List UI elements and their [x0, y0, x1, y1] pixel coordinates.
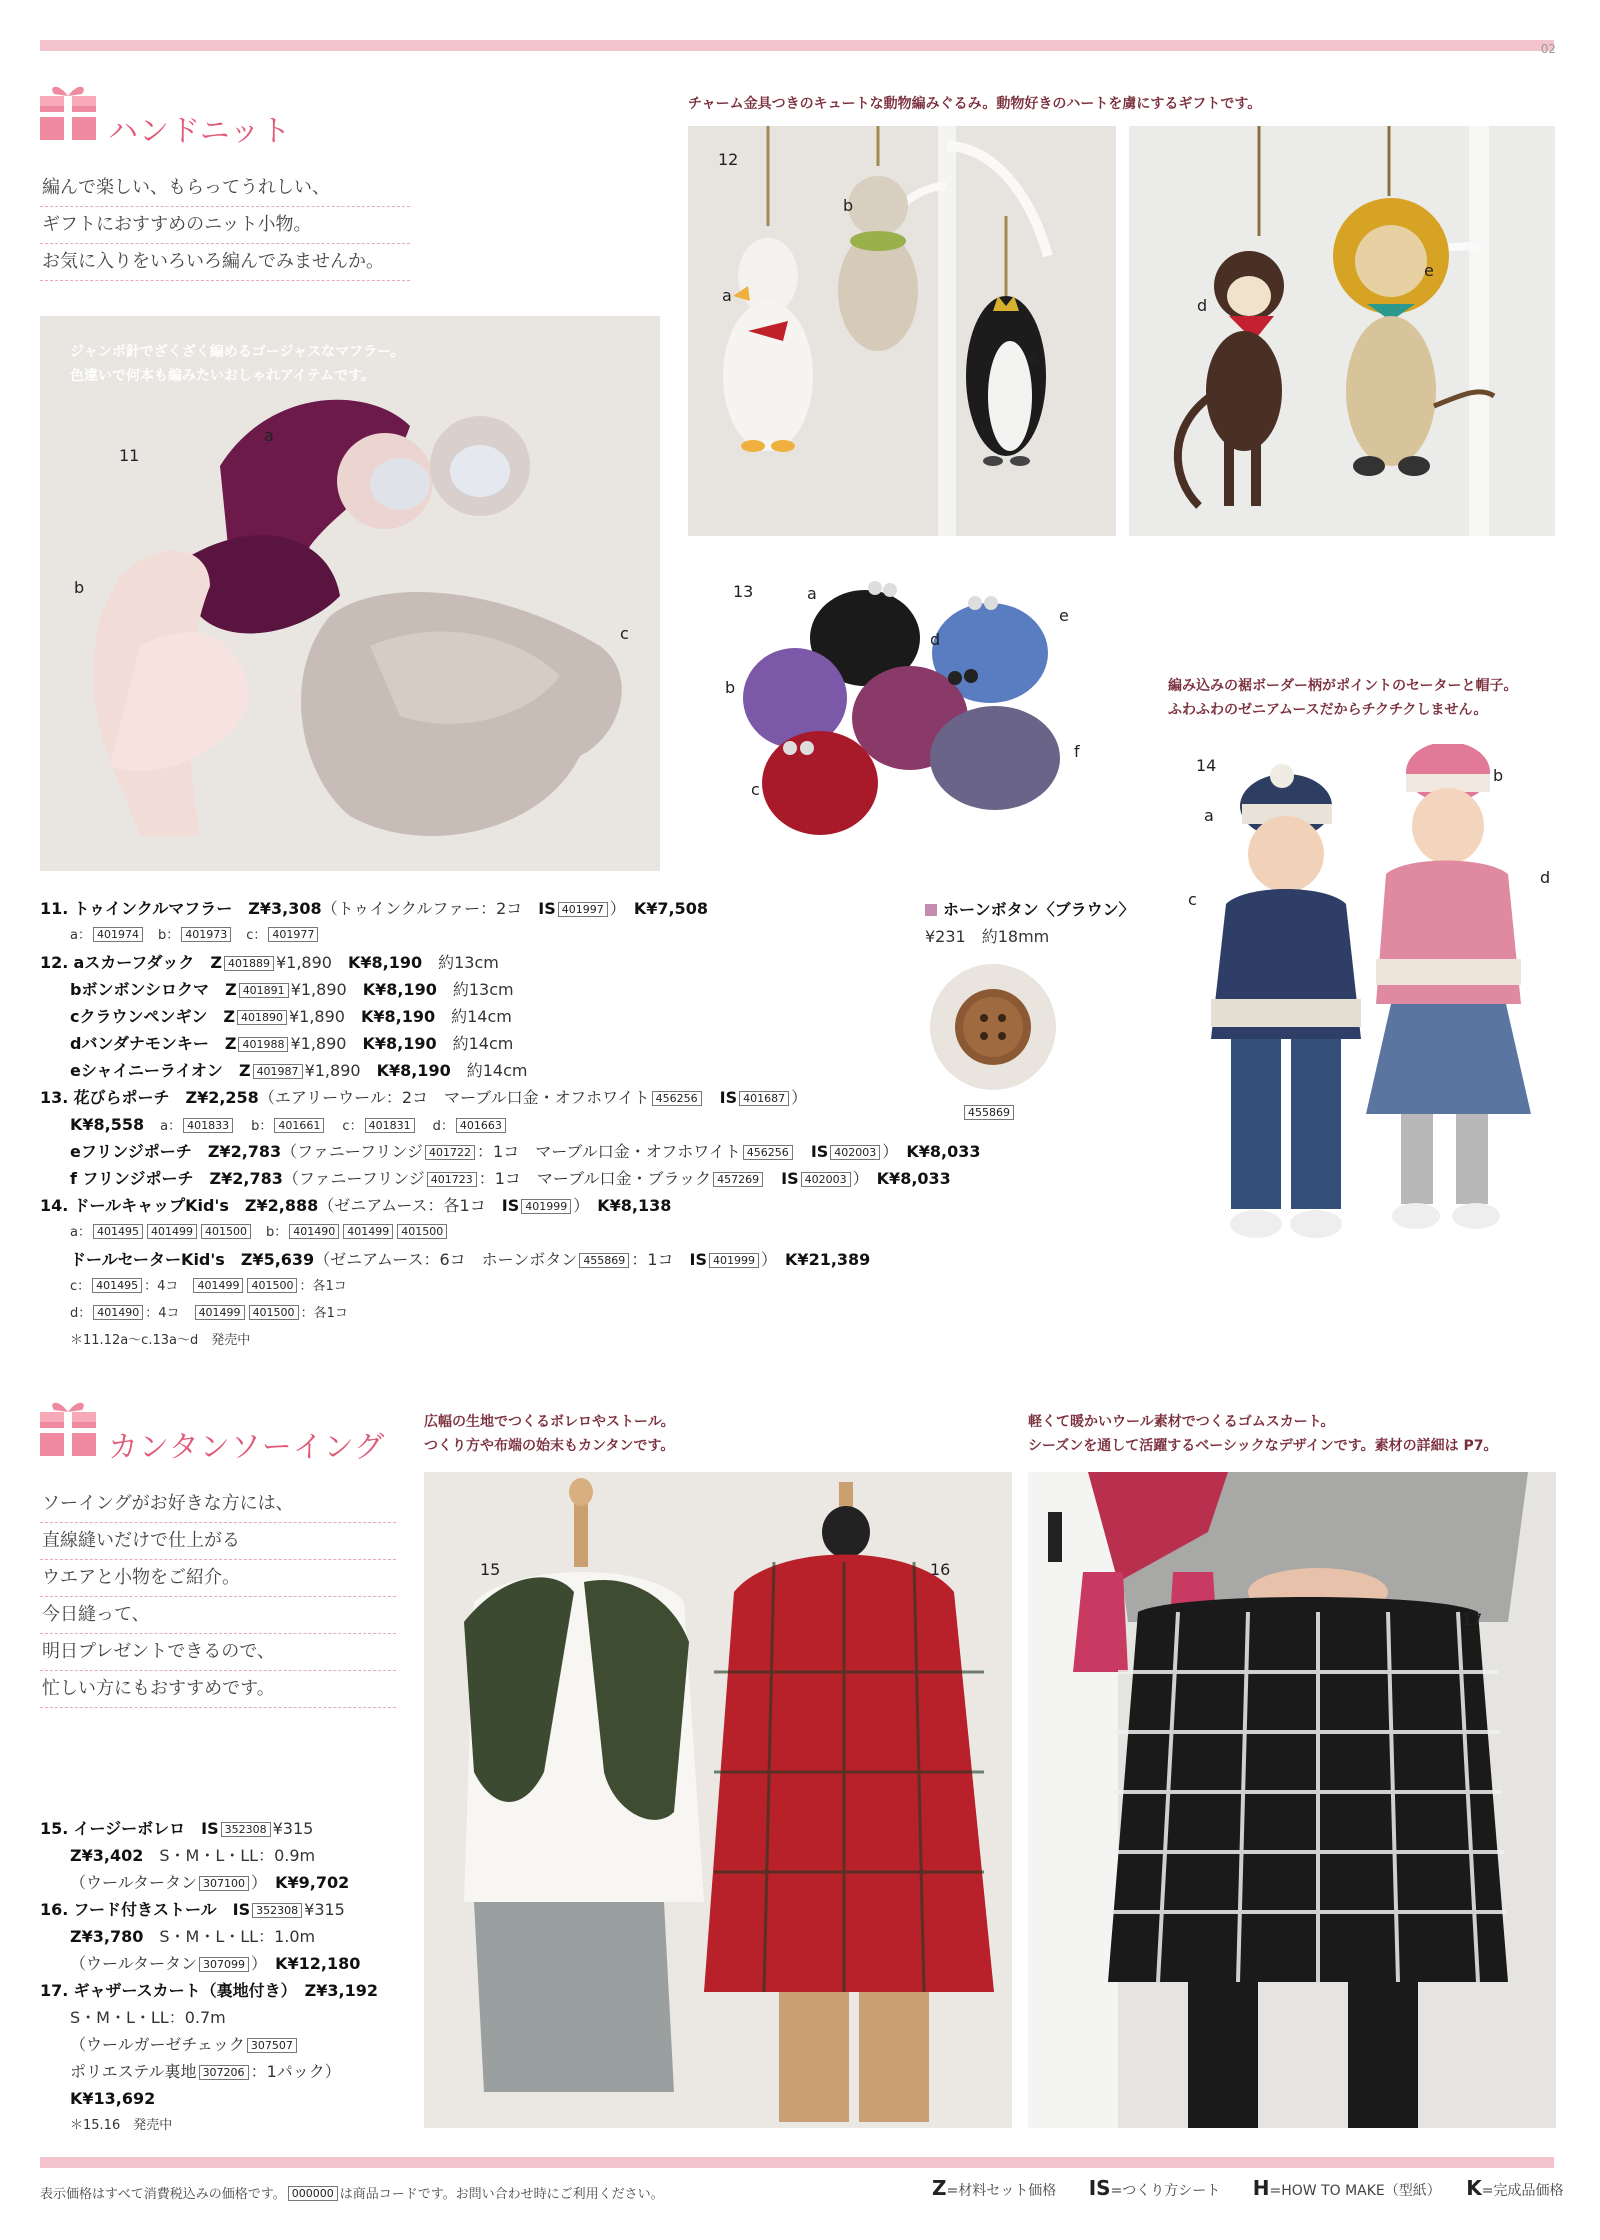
photo-label-b: b [843, 196, 854, 215]
legend-key: H [1252, 2176, 1270, 2200]
intro-line: ソーイングがお好きな方には、 [40, 1486, 396, 1523]
list-item: 16. フード付きストール IS 352308 ¥315 [40, 1900, 345, 1919]
muffler-caption [70, 340, 405, 388]
top-pink-bar [40, 40, 1554, 51]
photo-label-c: c [1030, 348, 1039, 367]
button-price: ¥231 [925, 927, 966, 946]
sewing-gift-icon [40, 1398, 96, 1460]
page-number: 02 [1540, 42, 1556, 56]
product-code: 000000 [288, 2186, 338, 2201]
photo-label-d: d [1197, 296, 1208, 315]
photo-label-a: a [1204, 806, 1214, 825]
intro-line: ウエアと小物をご紹介。 [40, 1560, 396, 1597]
intro-line: 明日プレゼントできるので、 [40, 1634, 396, 1671]
photo-label-13: 13 [733, 582, 754, 601]
caption-line: ジャンボ針でざくざく編めるゴージャスなマフラー。 [70, 344, 405, 360]
list-item: （ウールタータン 307100 ） K¥9,702 [70, 1873, 350, 1892]
photo-label-c: c [620, 624, 629, 643]
photo-label-e: e [1059, 606, 1069, 625]
list-item: dバンダナモンキー Z 401988 ¥1,890 K¥8,190 約14cm [70, 1034, 514, 1053]
caption-line: 軽くて暖かいウール素材でつくるゴムスカート。 [1028, 1414, 1335, 1430]
legend-text: =材料セット価格 [946, 2183, 1057, 2199]
photo-label-16: 16 [930, 1560, 951, 1579]
list-item: eシャイニーライオン Z 401987 ¥1,890 K¥8,190 約14cm [70, 1061, 528, 1080]
photo-label-b: b [1493, 766, 1504, 785]
caption-line: ふわふわのゼニアムースだからチクチクしません。 [1168, 702, 1488, 718]
legend-key: IS [1088, 2176, 1111, 2200]
list-item: 14. ドールキャップKid's Z¥2,888（ゼニアムース：各1コ IS 401999 ） K¥8,138 [40, 1196, 672, 1215]
handknit-title: ハンドニット [108, 114, 292, 149]
legend-text: =HOW TO MAKE（型紙） [1269, 2183, 1434, 2199]
photo-label-c: c [1188, 890, 1197, 909]
list-item: （ウールガーゼチェック 307507 [40, 2031, 410, 2058]
photo-label-d: d [930, 630, 941, 649]
photo-skirt [1028, 1472, 1556, 2128]
caption-line: 広幅の生地でつくるボレロやストール。 [424, 1414, 675, 1430]
button-size: 約18mm [981, 927, 1050, 946]
button-code [962, 1102, 1016, 1121]
list-item: eフリンジポーチ Z¥2,783（ファニーフリンジ 401722 ：1コ マーブル口金・オフホワイト 456256 IS 402003 ） K¥8,033 [70, 1142, 981, 1161]
photo-label-17: 17 [1462, 1610, 1483, 1629]
sewing-item-list [40, 1815, 410, 2139]
list-item: K¥13,692 [70, 2089, 156, 2108]
bottom-pink-bar [40, 2157, 1554, 2168]
legend-key: K [1466, 2176, 1482, 2200]
photo-bolero-stole [424, 1472, 1012, 2128]
knit-item-list [40, 895, 981, 1354]
list-item: a： 401495 401499 401500 b： 401490 401499 401500 [40, 1219, 920, 1246]
knit-note: ＊11.12a～c.13a～d 発売中 [70, 1333, 251, 1348]
list-item: a： 401974 b： 401973 c： 401977 [40, 922, 920, 949]
legend-text: =つくり方シート [1110, 2183, 1221, 2199]
photo-label-11: 11 [119, 446, 140, 465]
product-code: 455869 [964, 1105, 1014, 1120]
legend-text: =完成品価格 [1481, 2183, 1564, 2199]
sewing-note: ＊15.16 発売中 [70, 2118, 173, 2133]
button-name: ホーンボタン〈ブラウン〉 [943, 900, 1135, 919]
photo-animals-left [688, 126, 1116, 536]
intro-line: 今日縫って、 [40, 1597, 396, 1634]
list-item: 12. aスカーフダック Z 401889 ¥1,890 K¥8,190 約13cm [40, 953, 499, 972]
list-item: d： 401490 ：4コ 401499 401500 ：各1コ [70, 1306, 348, 1321]
photo-label-d: d [1540, 868, 1551, 887]
legend-key: Z [932, 2176, 947, 2200]
button-product [925, 896, 1135, 950]
photo-kids [1186, 744, 1556, 1304]
list-item: 13. 花びらポーチ Z¥2,258（エアリーウール：2コ マーブル口金・オフホワイト 456256 IS 401687 ） [40, 1088, 808, 1107]
footer-note-text: 表示価格はすべて消費税込みの価格です。 [40, 2187, 286, 2202]
price-legend [932, 2176, 1563, 2200]
photo-label-b: b [74, 578, 85, 597]
caption-line: 色違いで何本も編みたいおしゃれアイテムです。 [70, 368, 375, 384]
list-item: ドールセーターKid's Z¥5,639（ゼニアムース：6コ ホーンボタン 455869 ：1コ IS 401999 ） K¥21,389 [70, 1250, 871, 1269]
sewing-title: カンタンソーイング [108, 1430, 386, 1465]
intro-line: 忙しい方にもおすすめです。 [40, 1671, 396, 1708]
bullet-square [925, 904, 937, 916]
list-item: S・M・L・LL：0.7m [70, 2008, 226, 2027]
sewing-caption-right [1028, 1410, 1498, 1458]
handknit-gift-icon [40, 82, 96, 144]
list-item: 15. イージーボレロ IS 352308 ¥315 [40, 1819, 314, 1838]
list-item: Z¥3,780 S・M・L・LL：1.0m [70, 1927, 316, 1946]
list-item: bボンボンシロクマ Z 401891 ¥1,890 K¥8,190 約13cm [70, 980, 514, 999]
intro-line: 直線縫いだけで仕上がる [40, 1523, 396, 1560]
photo-label-12: 12 [718, 150, 739, 169]
sewing-caption-left [424, 1410, 675, 1458]
photo-animals-right [1129, 126, 1555, 536]
sewing-intro [40, 1486, 396, 1708]
list-item: 11. トゥインクルマフラー Z¥3,308（トゥインクルファー：2コ IS 401997 ） K¥7,508 [40, 899, 708, 918]
photo-label-a: a [264, 426, 274, 445]
photo-label-c: c [751, 780, 760, 799]
intro-line: 編んで楽しい、もらってうれしい、 [40, 170, 410, 207]
list-item: 17. ギャザースカート（裏地付き） Z¥3,192 [40, 1981, 378, 2000]
footer-note [40, 2183, 664, 2202]
list-item: K¥8,558 a： 401833 b： 401661 c： 401831 d： 401663 [40, 1111, 920, 1138]
footer-note-text: は商品コードです。お問い合わせ時にご利用ください。 [339, 2187, 664, 2202]
intro-line: お気に入りをいろいろ編んでみませんか。 [40, 244, 410, 281]
list-item: c： 401495 ：4コ 401499 401500 ：各1コ [70, 1279, 347, 1294]
photo-label-e: e [1424, 261, 1434, 280]
handknit-intro [40, 170, 410, 281]
button-photo [928, 962, 1058, 1096]
list-item: ポリエステル裏地 307206 ：1パック） [70, 2062, 341, 2081]
photo-label-f: f [1074, 742, 1080, 761]
kids-caption [1168, 674, 1517, 722]
intro-line: ギフトにおすすめのニット小物。 [40, 207, 410, 244]
animal-caption: チャーム金具つきのキュートな動物編みぐるみ。動物好きのハートを虜にするギフトです。 [688, 96, 1262, 112]
list-item: Z¥3,402 S・M・L・LL：0.9m [70, 1846, 316, 1865]
photo-label-14: 14 [1196, 756, 1217, 775]
caption-line: つくり方や布端の始末もカンタンです。 [424, 1438, 675, 1454]
photo-label-a: a [807, 584, 817, 603]
photo-mufflers [40, 316, 660, 871]
caption-line: 編み込みの裾ボーダー柄がポイントのセーターと帽子。 [1168, 678, 1518, 694]
photo-pouches [725, 578, 1095, 868]
caption-line: シーズンを通して活躍するベーシックなデザインです。素材の詳細は P7。 [1028, 1438, 1498, 1454]
list-item: cクラウンペンギン Z 401890 ¥1,890 K¥8,190 約14cm [70, 1007, 512, 1026]
photo-label-15: 15 [480, 1560, 501, 1579]
photo-label-a: a [722, 286, 732, 305]
list-item: f フリンジポーチ Z¥2,783（ファニーフリンジ 401723 ：1コ マーブル口金・ブラック 457269 IS 402003 ） K¥8,033 [70, 1169, 951, 1188]
photo-label-b: b [725, 678, 736, 697]
list-item: （ウールタータン 307099 ） K¥12,180 [70, 1954, 361, 1973]
